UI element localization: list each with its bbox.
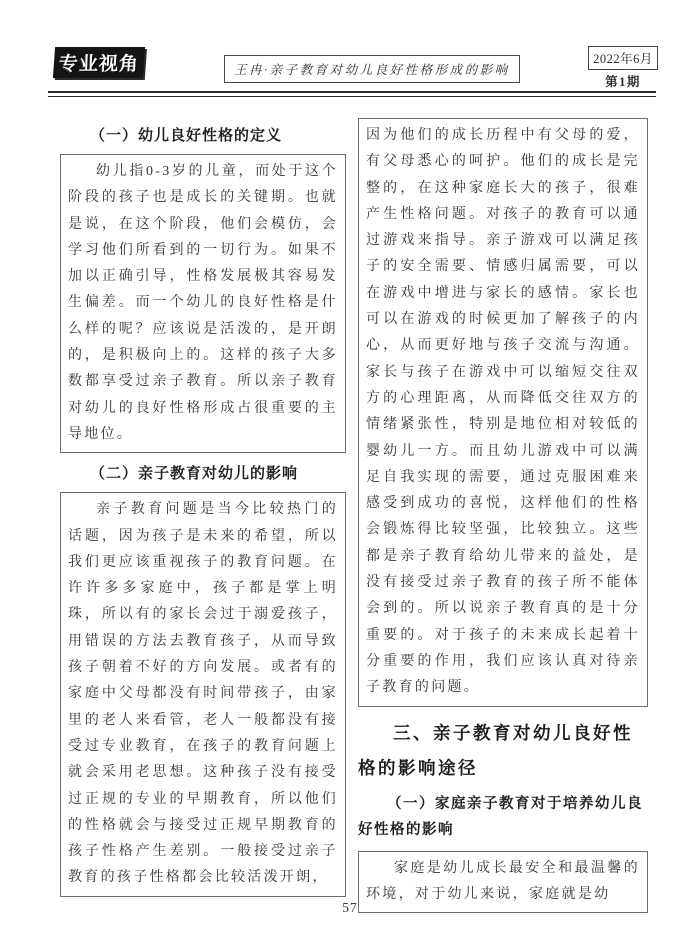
- journal-section-logo: [53, 47, 145, 78]
- left-column: [60, 124, 346, 906]
- paragraph-box-influence-continued: [358, 118, 648, 707]
- subheading-family-education: （一）家庭亲子教育对于培养幼儿良好性格的影响: [358, 795, 643, 838]
- journal-section-logo-text: 专业视角: [58, 54, 140, 75]
- paragraph-text: 亲子教育问题是当今比较热门的话题，因为孩子是未来的希望，所以我们更应该重视孩子的教育问题。在许许多多家庭中，孩子都是掌上明珠，所以有的家长会过于溺爱孩子，用错误的方法去教育孩子，从而导致孩子朝着不好的方向发展。或者有的家庭中父母都没有时间带孩子，由家里的老人来看管，老人一般都没有接受过专业教育，在孩子的教育问题上就会采用老思想。这种孩子没有接受过正规的专业的早期教育，所以他们的性格就会与接受过正规早期教育的孩子性格产生差别。一般接受过亲子教育的孩子性格都会比较活泼开朗，: [68, 502, 338, 886]
- paragraph-text: 幼儿指0-3岁的儿童，而处于这个阶段的孩子也是成长的关键期。也就是说，在这个阶段，他们会模仿，会学习他们所看到的一切行为。如果不加以正确引导，性格发展极其容易发生偏差。而一个幼儿的良好性格是什么样的呢？应该说是活泼的，是开朗的，是积极向上的。这样的孩子大多数都享受过亲子教育。所以亲子教育对幼儿的良好性格形成占很重要的主导地位。: [68, 164, 338, 442]
- paragraph-box-definition: [60, 154, 346, 453]
- issue-info: [583, 46, 663, 90]
- section-heading-ways: 三、亲子教育对幼儿良好性格的影响途径: [358, 722, 633, 778]
- right-column: [358, 118, 648, 922]
- page-number: 57: [342, 900, 358, 915]
- subheading-influence: （二）亲子教育对幼儿的影响: [90, 465, 299, 483]
- issue-number: 第1期: [605, 75, 641, 89]
- subheading-definition: （一）幼儿良好性格的定义: [90, 127, 283, 144]
- issue-date: 2022年6月: [588, 46, 658, 70]
- header-divider-rule: [48, 91, 656, 97]
- paragraph-box-influence: [60, 492, 346, 896]
- running-title-text: 王冉·亲子教育对幼儿良好性格形成的影响: [234, 63, 510, 77]
- paragraph-text: 家庭是幼儿成长最安全和最温馨的环境，对于幼儿来说，家庭就是幼: [366, 860, 640, 902]
- running-title-box: [224, 55, 520, 83]
- paragraph-text: 因为他们的成长历程中有父母的爱，有父母悉心的呵护。他们的成长是完整的，在这种家庭长大的孩子，很难产生性格问题。对孩子的教育可以通过游戏来指导。亲子游戏可以满足孩子的安全需要、情感归属需要，可以在游戏中增进与家长的感情。家长也可以在游戏的时候更加了解孩子的内心，从而更好地与孩子交流与沟通。家长与孩子在游戏中可以缩短交往双方的心理距离，从而降低交往双方的情绪紧张性，特别是地位相对较低的婴幼儿一方。而且幼儿游戏中可以满足自我实现的需要，通过克服困难来感受到成功的喜悦，这样他们的性格会锻炼得比较坚强，比较独立。这些都是亲子教育给幼儿带来的益处，是没有接受过亲子教育的孩子所不能体会到的。所以说亲子教育真的是十分重要的。对于孩子的未来成长起着十分重要的作用，我们应该认真对待亲子教育的问题。: [366, 128, 640, 696]
